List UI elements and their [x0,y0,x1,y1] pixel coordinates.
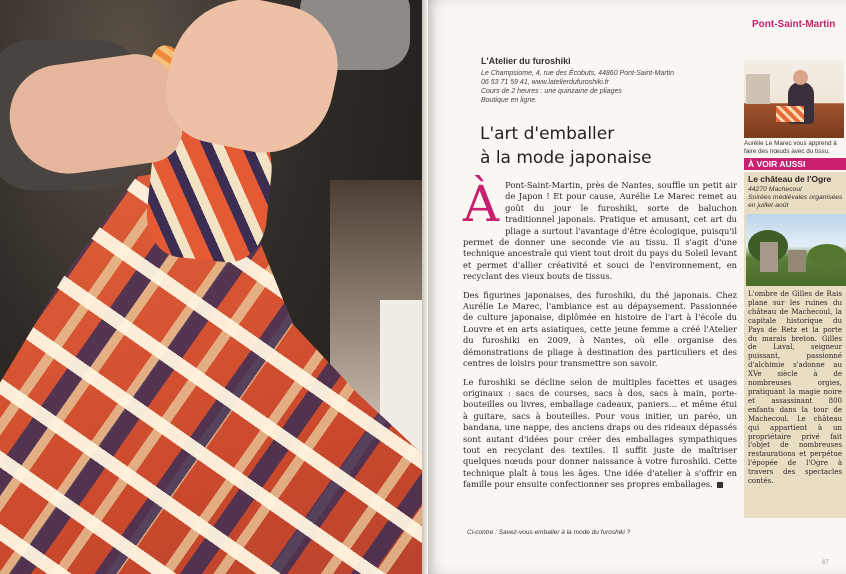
chateau-city: 44270 Machecoul [748,186,802,193]
info-shop: Boutique en ligne. [481,97,538,104]
paragraph-3-text: Le furoshiki se décline selon de multiples facettes et usages originaux : sacs de courses, sacs à dos, sacs à main, porte-bouteilles ou livres, emballage cadeaux, paniers… et même étui à guitare, sacs à bouteilles. Pour vous initier, un paréo, un bandana, une nappe, des anciens draps ou des rideaux dépassés sont autant d'idées pour créer des emballages sympathiques tout en recyclant des textiles. Il suffit juste de maîtriser quelques nœuds pour donner naissance à votre furoshiki. Cette technique plaît à tous les âges. Une idée d'atelier à s'offrir en famille pour ensuite confectionner ses propres emballages. [463,376,737,490]
tree-2 [808,244,846,266]
cloth [776,106,804,122]
info-contact: 06 53 71 59 41, www.latelierdufuroshiki.fr [481,79,610,86]
castle-ruin [788,250,806,272]
info-address: Le Champsiome, 4, rue des Écobuts, 44860 Pont-Saint-Martin [481,70,674,77]
end-mark-icon [717,482,723,488]
castle-tower [760,242,778,272]
chateau-meta [748,186,846,210]
locality-header: Pont-Saint-Martin [752,19,836,30]
article-title [480,122,720,170]
page-gutter [422,0,428,574]
atelier-name: L'Atelier du furoshiki [481,56,571,66]
info-courses: Cours de 2 heures : une quinzaine de pliages [481,88,622,95]
atelier-photo-caption: Aurélie Le Marec vous apprend à faire des nœuds avec du tissu. [744,140,837,155]
atelier-info [481,56,721,105]
shelf [746,74,770,104]
chateau-events: Soirées médiévales organisées en juillet-août [748,194,843,209]
a-voir-aussi-label: À VOIR AUSSI [748,159,806,169]
paragraph-1-text: Pont-Saint-Martin, près de Nantes, souffle un petit air de Japon ! Et pour cause, Aurélie Le Marec remet au goût du jour le furoshiki, sorte de baluchon traditionnel japonais. Pratique et amusant, cet art du pliage a surtout l'avantage d'être écologique, puisqu'il permet de donner une seconde vie au tissu. Il s'agit d'une technique ancestrale qui vient tout droit du pays du Soleil levant et permet d'allier créativité et souci de l'environnement, en recyclant des vieux bouts de tissus. [463,180,737,282]
person-head [793,70,808,85]
furoshiki-photo [0,0,422,574]
paragraph-3 [463,377,737,491]
title-line-2: à la mode japonaise [480,148,652,168]
chateau-name: Le château de l'Ogre [748,174,832,184]
chateau-photo [746,214,846,286]
paragraph-1 [463,175,737,283]
photo-caption: Ci-contre : Savez-vous emballer à la mode du furoshiki ? [467,529,631,536]
page-number: 67 [822,560,829,566]
atelier-photo [744,60,844,138]
paragraph-2: Des figurines japonaises, des furoshiki, du thé japonais. Chez Aurélie Le Marec, l'ambiance est au dépaysement. Passionnée de culture japonaise, diplômée en histoire de l'art à l'école du Louvre et en arts asiatiques, cette jeune femme a créé l'Atelier du furoshiki en 2009, à Nantes, où elle organise des démonstrations de pliage à destination des particuliers et des centres de loisirs pour transmettre son savoir. [463,289,737,369]
title-line-1: L'art d'emballer [480,124,615,144]
drop-cap: À [463,175,500,233]
article-body [463,175,737,498]
chateau-description: L'ombre de Gilles de Rais plane sur les ruines du château de Machecoul, la capitale historique du Pays de Retz et la porte du marais breton. Gilles de Laval, seigneur puissant, passionné d'alchimie s'adonne au XVe siècle à de nombreuses orgies, pratiquant la magie noire et assassinant 800 enfants dans la tour de Machecoul. Le château qui appartient à un propriétaire privé fait l'objet de nombreuses restaurations et perpétue l'épopée de l'Ogre à travers des spectacles contés. [748,290,842,486]
